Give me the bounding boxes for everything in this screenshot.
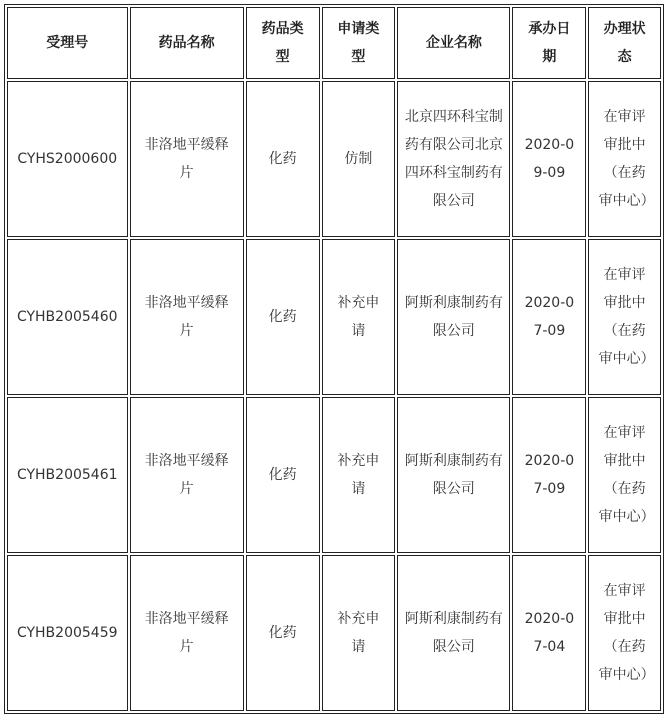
header-id: 受理号 bbox=[7, 7, 128, 79]
cell-name: 非洛地平缓释片 bbox=[130, 397, 244, 553]
cell-type: 化药 bbox=[246, 239, 320, 395]
cell-id: CYHB2005461 bbox=[7, 397, 128, 553]
table-row bbox=[7, 81, 661, 237]
cell-name: 非洛地平缓释片 bbox=[130, 555, 244, 711]
header-type: 药品类型 bbox=[246, 7, 320, 79]
cell-apply: 补充申请 bbox=[322, 555, 396, 711]
drug-application-table bbox=[4, 4, 664, 714]
cell-company: 北京四环科宝制药有限公司北京四环科宝制药有限公司 bbox=[397, 81, 510, 237]
cell-date: 2020-07-09 bbox=[512, 239, 586, 395]
cell-name: 非洛地平缓释片 bbox=[130, 81, 244, 237]
table-row bbox=[7, 239, 661, 395]
cell-status: 在审评审批中（在药审中心） bbox=[588, 81, 661, 237]
cell-apply: 补充申请 bbox=[322, 239, 396, 395]
cell-date: 2020-07-09 bbox=[512, 397, 586, 553]
cell-id: CYHS2000600 bbox=[7, 81, 128, 237]
cell-status: 在审评审批中（在药审中心） bbox=[588, 239, 661, 395]
header-status: 办理状态 bbox=[588, 7, 661, 79]
cell-id: CYHB2005459 bbox=[7, 555, 128, 711]
cell-id: CYHB2005460 bbox=[7, 239, 128, 395]
header-date: 承办日期 bbox=[512, 7, 586, 79]
cell-type: 化药 bbox=[246, 555, 320, 711]
cell-type: 化药 bbox=[246, 397, 320, 553]
table-row bbox=[7, 397, 661, 553]
cell-type: 化药 bbox=[246, 81, 320, 237]
cell-company: 阿斯利康制药有限公司 bbox=[397, 555, 510, 711]
cell-apply: 补充申请 bbox=[322, 397, 396, 553]
header-apply: 申请类型 bbox=[322, 7, 396, 79]
table-header-row bbox=[7, 7, 661, 79]
table-row bbox=[7, 555, 661, 711]
cell-company: 阿斯利康制药有限公司 bbox=[397, 397, 510, 553]
cell-date: 2020-09-09 bbox=[512, 81, 586, 237]
cell-date: 2020-07-04 bbox=[512, 555, 586, 711]
cell-apply: 仿制 bbox=[322, 81, 396, 237]
header-name: 药品名称 bbox=[130, 7, 244, 79]
header-company: 企业名称 bbox=[397, 7, 510, 79]
cell-status: 在审评审批中（在药审中心） bbox=[588, 397, 661, 553]
cell-status: 在审评审批中（在药审中心） bbox=[588, 555, 661, 711]
cell-company: 阿斯利康制药有限公司 bbox=[397, 239, 510, 395]
cell-name: 非洛地平缓释片 bbox=[130, 239, 244, 395]
